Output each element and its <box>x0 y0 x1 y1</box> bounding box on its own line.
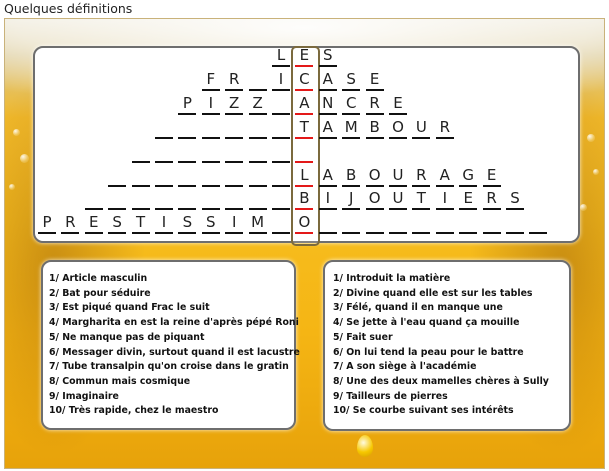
letter-cell[interactable] <box>272 190 290 210</box>
clue-item: 3/ Est piqué quand Frac le suit <box>49 302 210 314</box>
letter-cell[interactable]: Z <box>249 95 267 115</box>
letter-cell[interactable]: P <box>38 214 56 234</box>
letter-cell[interactable] <box>132 167 150 187</box>
letter-cell[interactable]: I <box>155 214 173 234</box>
letter-cell[interactable]: M <box>249 214 267 234</box>
letter-cell[interactable] <box>108 190 126 210</box>
letter-cell[interactable] <box>249 167 267 187</box>
letter-cell[interactable] <box>272 95 290 115</box>
clue-item: 4/ Se jette à l'eau quand ça mouille <box>333 317 520 329</box>
key-letter-cell[interactable]: O <box>295 214 313 234</box>
letter-cell[interactable] <box>225 190 243 210</box>
letter-cell[interactable]: U <box>389 167 407 187</box>
letter-cell[interactable] <box>155 143 173 163</box>
letter-cell[interactable] <box>389 214 407 234</box>
letter-cell[interactable] <box>155 190 173 210</box>
clue-item: 3/ Félé, quand il en manque une <box>333 302 503 314</box>
letter-cell[interactable]: Z <box>225 95 243 115</box>
letter-cell[interactable]: S <box>178 214 196 234</box>
letter-cell[interactable] <box>178 167 196 187</box>
letter-cell[interactable] <box>85 190 103 210</box>
letter-cell[interactable]: R <box>436 119 454 139</box>
letter-cell[interactable]: I <box>319 190 337 210</box>
clue-item: 1/ Article masculin <box>49 273 148 284</box>
letter-cell[interactable] <box>225 167 243 187</box>
letter-cell[interactable] <box>108 167 126 187</box>
puzzle-stage <box>4 18 605 469</box>
letter-cell[interactable]: R <box>225 71 243 91</box>
clue-item: 5/ Fait suer <box>333 331 393 343</box>
letter-cell[interactable]: B <box>342 167 360 187</box>
letter-cell[interactable]: R <box>61 214 79 234</box>
letter-cell[interactable]: I <box>225 214 243 234</box>
letter-cell[interactable]: S <box>342 71 360 91</box>
key-letter-cell[interactable]: T <box>295 119 313 139</box>
letter-cell[interactable] <box>178 119 196 139</box>
page-title: Quelques définitions <box>4 1 133 16</box>
clue-item: 9/ Imaginaire <box>49 390 119 402</box>
letter-cell[interactable]: I <box>272 71 290 91</box>
clue-item: 6/ Messager divin, surtout quand il est lacustre <box>49 346 300 358</box>
letter-cell[interactable] <box>459 214 477 234</box>
letter-cell[interactable] <box>132 190 150 210</box>
letter-cell[interactable]: M <box>342 119 360 139</box>
letter-cell[interactable] <box>178 143 196 163</box>
letter-cell[interactable]: S <box>506 190 524 210</box>
letter-cell[interactable] <box>319 214 337 234</box>
letter-cell[interactable] <box>272 214 290 234</box>
letter-cell[interactable]: F <box>202 71 220 91</box>
beer-bubble <box>587 134 595 142</box>
letter-cell[interactable] <box>249 190 267 210</box>
key-letter-cell[interactable] <box>295 143 313 163</box>
letter-cell[interactable] <box>202 143 220 163</box>
beer-drop-icon <box>357 435 373 457</box>
key-letter-cell[interactable]: B <box>295 190 313 210</box>
letter-cell[interactable]: R <box>412 167 430 187</box>
beer-bubble <box>593 169 599 175</box>
letter-cell[interactable]: J <box>342 190 360 210</box>
letter-cell[interactable]: I <box>202 95 220 115</box>
letter-cell[interactable]: R <box>483 190 501 210</box>
beer-bubble <box>580 204 587 211</box>
letter-cell[interactable]: E <box>389 95 407 115</box>
letter-cell[interactable] <box>529 214 547 234</box>
letter-cell[interactable] <box>225 143 243 163</box>
letter-cell[interactable] <box>202 167 220 187</box>
letter-cell[interactable]: P <box>178 95 196 115</box>
letter-cell[interactable]: E <box>366 71 384 91</box>
clue-item: 5/ Ne manque pas de piquant <box>49 331 205 343</box>
letter-cell[interactable] <box>225 119 243 139</box>
clue-item: 6/ On lui tend la peau pour le battre <box>333 346 524 358</box>
letter-cell[interactable]: G <box>459 167 477 187</box>
clue-item: 2/ Bat pour séduire <box>49 287 151 299</box>
beer-bubble <box>9 184 15 190</box>
clue-item: 4/ Margharita en est la reine d'après pépé Roni <box>49 317 299 329</box>
letter-cell[interactable] <box>249 119 267 139</box>
letter-cell[interactable]: A <box>436 167 454 187</box>
letter-cell[interactable] <box>249 143 267 163</box>
key-letter-cell[interactable]: A <box>295 95 313 115</box>
beer-bubble <box>13 129 20 136</box>
letter-cell[interactable] <box>155 167 173 187</box>
letter-cell[interactable] <box>272 119 290 139</box>
letter-cell[interactable]: O <box>389 119 407 139</box>
letter-cell[interactable]: L <box>272 47 290 67</box>
letter-cell[interactable] <box>506 214 524 234</box>
clue-item: 8/ Commun mais cosmique <box>49 375 191 387</box>
clue-item: 7/ A son siège à l'académie <box>333 361 477 373</box>
clue-item: 2/ Divine quand elle est sur les tables <box>333 287 533 299</box>
letter-cell[interactable]: T <box>132 214 150 234</box>
key-letter-cell[interactable]: E <box>295 47 313 67</box>
letter-cell[interactable] <box>436 214 454 234</box>
letter-cell[interactable] <box>132 143 150 163</box>
letter-cell[interactable]: E <box>483 167 501 187</box>
clue-item: 8/ Une des deux mamelles chères à Sully <box>333 375 549 387</box>
letter-cell[interactable] <box>202 190 220 210</box>
letter-cell[interactable]: T <box>412 190 430 210</box>
clue-item: 7/ Tube transalpin qu'on croise dans le gratin <box>49 361 289 373</box>
letter-cell[interactable] <box>366 214 384 234</box>
letter-cell[interactable]: U <box>389 190 407 210</box>
letter-cell[interactable] <box>202 119 220 139</box>
letter-cell[interactable]: E <box>85 214 103 234</box>
letter-cell[interactable]: A <box>319 119 337 139</box>
letter-cell[interactable] <box>178 190 196 210</box>
letter-cell[interactable] <box>342 214 360 234</box>
clue-item: 9/ Tailleurs de pierres <box>333 390 448 402</box>
clue-item: 10/ Se courbe suivant ses intérêts <box>333 405 514 417</box>
letter-cell[interactable] <box>272 143 290 163</box>
beer-bubble <box>20 154 29 163</box>
letter-cell[interactable]: S <box>108 214 126 234</box>
letter-cell[interactable]: C <box>342 95 360 115</box>
clue-item: 1/ Introduit la matière <box>333 273 451 284</box>
letter-cell[interactable]: R <box>366 95 384 115</box>
letter-cell[interactable]: I <box>436 190 454 210</box>
letter-cell[interactable]: E <box>459 190 477 210</box>
letter-cell[interactable]: A <box>319 71 337 91</box>
letter-cell[interactable]: S <box>319 47 337 67</box>
key-letter-cell[interactable]: L <box>295 167 313 187</box>
letter-cell[interactable] <box>155 119 173 139</box>
letter-cell[interactable]: B <box>366 119 384 139</box>
letter-cell[interactable] <box>249 71 267 91</box>
clue-item: 10/ Très rapide, chez le maestro <box>49 405 219 417</box>
letter-cell[interactable]: S <box>202 214 220 234</box>
letter-cell[interactable]: O <box>366 190 384 210</box>
letter-cell[interactable] <box>272 167 290 187</box>
letter-cell[interactable]: A <box>319 167 337 187</box>
key-letter-cell[interactable]: C <box>295 71 313 91</box>
letter-cell[interactable]: N <box>319 95 337 115</box>
letter-cell[interactable]: U <box>412 119 430 139</box>
letter-cell[interactable] <box>483 214 501 234</box>
letter-cell[interactable]: O <box>366 167 384 187</box>
letter-cell[interactable] <box>412 214 430 234</box>
